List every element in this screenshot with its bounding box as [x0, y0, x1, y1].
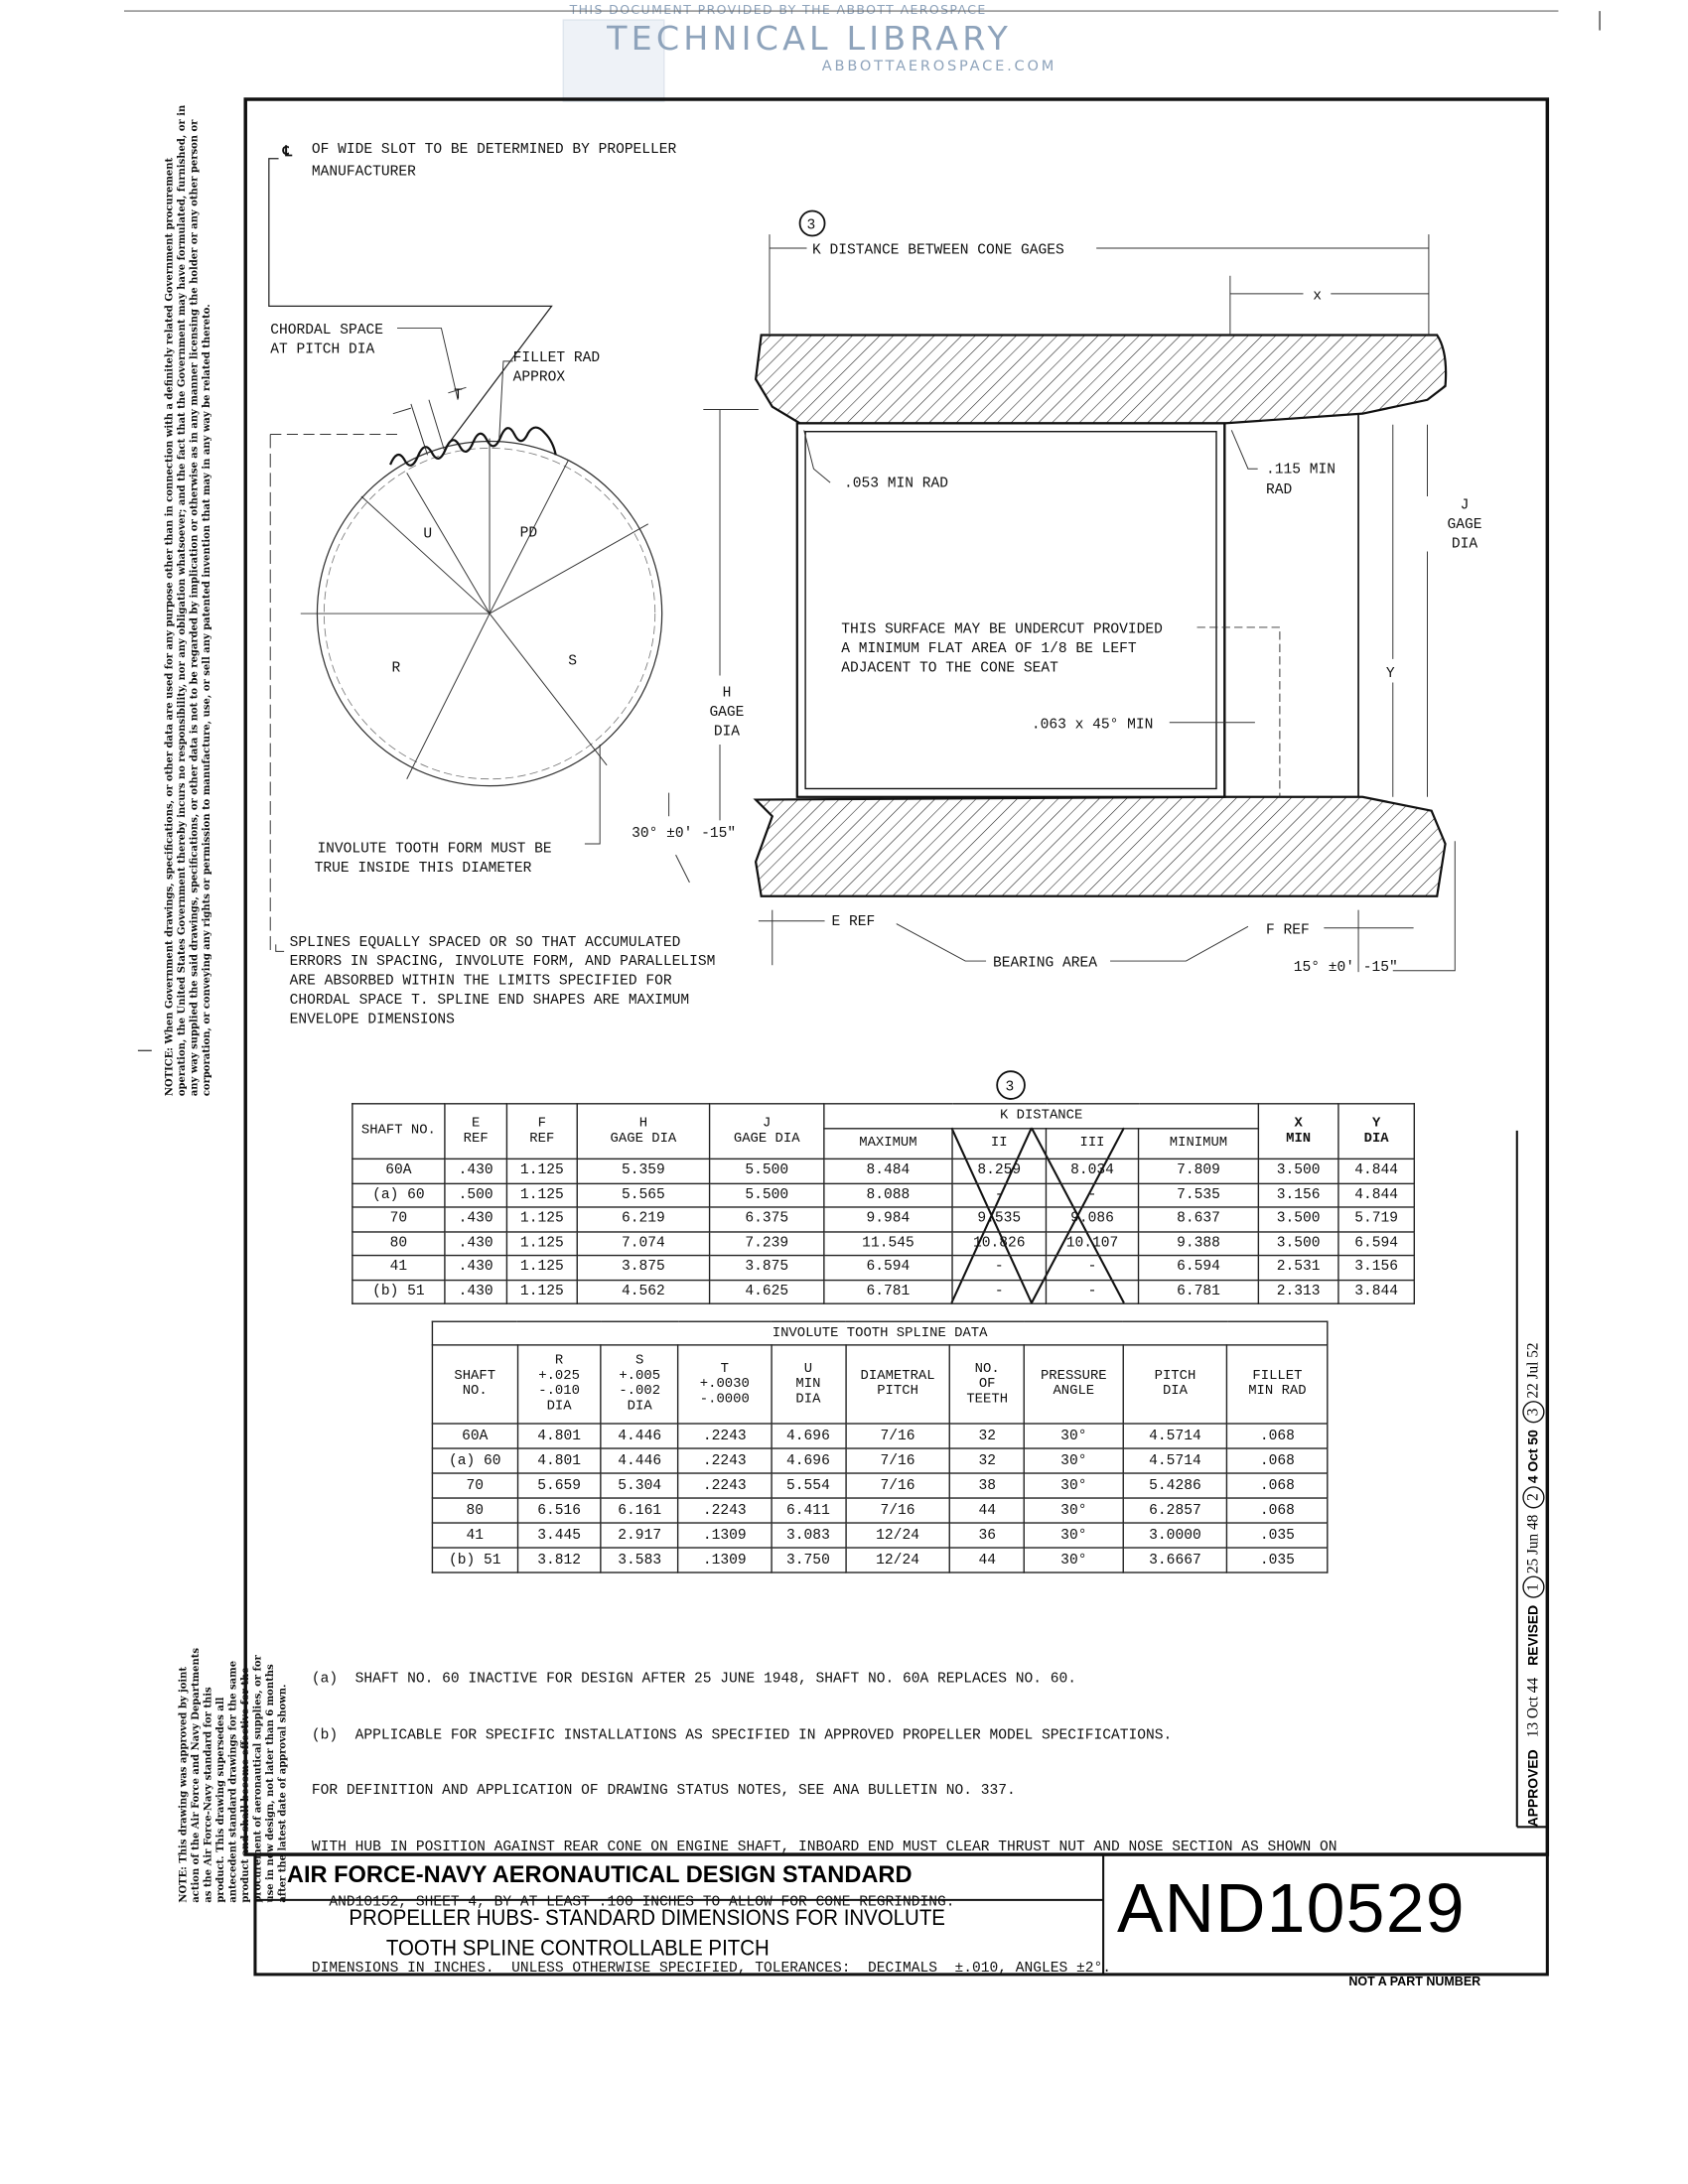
table-cell: 30°: [1025, 1473, 1123, 1498]
table-cell: 2.917: [601, 1523, 678, 1548]
table-cell: 60A: [432, 1424, 517, 1448]
table-cell: -: [952, 1256, 1046, 1280]
table-cell: 60A: [352, 1159, 445, 1182]
table-cell: .500: [445, 1183, 507, 1207]
h-label: H: [722, 685, 732, 702]
table-cell: 1.125: [506, 1183, 577, 1207]
table-cell: 3.750: [771, 1548, 845, 1572]
table-cell: 6.161: [601, 1498, 678, 1523]
table-cell: 7/16: [845, 1473, 949, 1498]
table-cell: 1.125: [506, 1280, 577, 1303]
table-cell: 5.4286: [1123, 1473, 1227, 1498]
table-cell: 7.809: [1139, 1159, 1259, 1182]
table-cell: 3.812: [517, 1548, 601, 1572]
col-x-min: X MIN: [1258, 1104, 1338, 1160]
table-cell: 3.0000: [1123, 1523, 1227, 1548]
table-cell: 5.565: [577, 1183, 709, 1207]
splines-note-2: ERRORS IN SPACING, INVOLUTE FORM, AND PARALLELISM: [289, 954, 716, 971]
spline-col-header: U MIN DIA: [771, 1345, 845, 1424]
note-hub-position-cont: AND10152, SHEET 4, BY AT LEAST .100 INCHES TO ALLOW FOR CONE REGRINDING.: [311, 1894, 955, 1912]
table-cell: 5.500: [710, 1183, 824, 1207]
fillet-rad-label: FILLET RAD: [512, 349, 601, 366]
e-ref-label: E REF: [831, 913, 876, 930]
table-cell: 11.545: [824, 1231, 952, 1255]
table-cell: 9.086: [1046, 1207, 1138, 1231]
chordal-space-label2: AT PITCH DIA: [270, 341, 375, 358]
table-cell: 70: [352, 1207, 445, 1231]
surface-note-2: A MINIMUM FLAT AREA OF 1/8 BE LEFT: [841, 640, 1137, 657]
rad-115-label: .115 MIN: [1266, 462, 1336, 478]
table-cell: 3.6667: [1123, 1548, 1227, 1572]
spline-row: [432, 1424, 1327, 1448]
table-cell: 30°: [1025, 1498, 1123, 1523]
table-cell: .2243: [678, 1498, 771, 1523]
col-k-iii: III: [1046, 1129, 1138, 1160]
table-cell: 4.562: [577, 1280, 709, 1303]
revision-3-mark: 3: [1522, 1401, 1544, 1423]
t-label: T: [453, 387, 463, 404]
approved-label: APPROVED: [1526, 1749, 1542, 1828]
j-label: J: [1460, 497, 1470, 514]
bearing-area-label: BEARING AREA: [993, 955, 1097, 972]
table-cell: 8.259: [952, 1159, 1046, 1182]
approval-note: NOTE: This drawing was approved by joint action of the Air Force and Navy Departments as the Air Force-Navy standard for this product. This drawing supersedes all antecedent standard drawings for the same product and shall become effective for the procurement of aeronautical supplies, or for use in new design, not later than 6 months after the latest date of approval shown.: [176, 1647, 289, 1903]
pd-label: PD: [519, 525, 538, 542]
table-cell: -: [1046, 1256, 1138, 1280]
angle-left-label: 30° ±0' -15": [632, 826, 737, 843]
col-f-ref: F REF: [506, 1104, 577, 1160]
table-cell: (a) 60: [432, 1448, 517, 1473]
table-cell: 8.088: [824, 1183, 952, 1207]
note-b: (b) APPLICABLE FOR SPECIFIC INSTALLATIONS AS SPECIFIED IN APPROVED PROPELLER MODEL SPECIFICATIONS.: [311, 1726, 1173, 1744]
splines-note-4: CHORDAL SPACE T. SPLINE END SHAPES ARE MAXIMUM: [289, 993, 690, 1010]
table-cell: 30°: [1025, 1448, 1123, 1473]
table-cell: 4.801: [517, 1448, 601, 1473]
table-cell: 6.375: [710, 1207, 824, 1231]
table-cell: 3.875: [577, 1256, 709, 1280]
table-cell: 5.304: [601, 1473, 678, 1498]
table-cell: 12/24: [845, 1523, 949, 1548]
watermark-line1: THIS DOCUMENT PROVIDED BY THE ABBOTT AEROSPACE: [569, 4, 987, 19]
table-cell: 6.594: [1139, 1256, 1259, 1280]
table-cell: 4.5714: [1123, 1448, 1227, 1473]
table-cell: .2243: [678, 1424, 771, 1448]
table-cell: (b) 51: [432, 1548, 517, 1572]
table-revision-mark: 3: [1005, 1079, 1015, 1096]
table-cell: 3.583: [601, 1548, 678, 1572]
table-cell: 2.313: [1258, 1280, 1338, 1303]
rad-115-label2: RAD: [1266, 482, 1293, 499]
spline-col-header: PITCH DIA: [1123, 1345, 1227, 1424]
spline-col-header: T +.0030 -.0000: [678, 1345, 771, 1424]
table-cell: 3.083: [771, 1523, 845, 1548]
table-cell: 3.156: [1338, 1256, 1414, 1280]
involute-note-line1: INVOLUTE TOOTH FORM MUST BE: [317, 841, 552, 858]
table-cell: .068: [1227, 1424, 1328, 1448]
spline-col-header: R +.025 -.010 DIA: [517, 1345, 601, 1424]
table-cell: .430: [445, 1256, 507, 1280]
table-cell: 7.535: [1139, 1183, 1259, 1207]
table-cell: .068: [1227, 1448, 1328, 1473]
table-cell: 4.446: [601, 1424, 678, 1448]
angle-right-label: 15° ±0' -15": [1293, 959, 1398, 976]
table-cell: 9.388: [1139, 1231, 1259, 1255]
spline-col-header: FILLET MIN RAD: [1227, 1345, 1328, 1424]
table-cell: 41: [352, 1256, 445, 1280]
table-cell: 44: [950, 1498, 1025, 1523]
table-cell: 32: [950, 1448, 1025, 1473]
table-cell: 1.125: [506, 1207, 577, 1231]
table-cell: .035: [1227, 1548, 1328, 1572]
spline-row: [432, 1523, 1327, 1548]
table-cell: 30°: [1025, 1548, 1123, 1572]
table-cell: .430: [445, 1159, 507, 1182]
slot-note-line2: MANUFACTURER: [311, 164, 416, 181]
table-cell: 10.107: [1046, 1231, 1138, 1255]
table-cell: 5.554: [771, 1473, 845, 1498]
k-distance-table: [352, 1103, 1415, 1304]
table-cell: 6.594: [824, 1256, 952, 1280]
table-cell: 3.445: [517, 1523, 601, 1548]
table-cell: 1.125: [506, 1231, 577, 1255]
spline-col-header: PRESSURE ANGLE: [1025, 1345, 1123, 1424]
hub-bottom-wall: [756, 797, 1445, 896]
table-cell: 3.500: [1258, 1159, 1338, 1182]
table-cell: 4.5714: [1123, 1424, 1227, 1448]
surface-note-3: ADJACENT TO THE CONE SEAT: [841, 660, 1058, 677]
revision-1-mark: 1: [1522, 1576, 1544, 1598]
table-cell: -: [1046, 1183, 1138, 1207]
table-cell: 6.781: [824, 1280, 952, 1303]
col-e-ref: E REF: [445, 1104, 507, 1160]
table-cell: .430: [445, 1231, 507, 1255]
table-cell: 8.034: [1046, 1159, 1138, 1182]
table-cell: 4.844: [1338, 1159, 1414, 1182]
hub-top-wall: [756, 336, 1446, 424]
table-cell: 10.826: [952, 1231, 1046, 1255]
j-gage-label: GAGE: [1447, 516, 1482, 533]
spline-row: [432, 1498, 1327, 1523]
table-cell: 8.484: [824, 1159, 952, 1182]
fillet-rad-label2: APPROX: [512, 369, 566, 386]
standard-heading: AIR FORCE-NAVY AERONAUTICAL DESIGN STANDARD: [286, 1861, 913, 1888]
government-notice: NOTICE: When Government drawings, specifications, or other data are used for any purpose other than in connection with a definitely related Government procurement operation, the United States Government thereby incurs no responsibility, nor any obligation whatsoever; and the fact that the Government may have formulated, furnished, or in any way supplied the said drawings, specifications, or other data is not to be regarded by implication or otherwise as in any manner licensing the holder or any other person or corporation, or conveying any rights or permission to manufacture, use, or sell any patented invention that may in any way be related thereto.: [162, 104, 212, 1097]
table-cell: 3.156: [1258, 1183, 1338, 1207]
spline-row: [432, 1548, 1327, 1572]
table-cell: 4.446: [601, 1448, 678, 1473]
table-cell: .068: [1227, 1498, 1328, 1523]
revision-history: [1522, 1342, 1544, 1827]
splines-note-1: SPLINES EQUALLY SPACED OR SO THAT ACCUMULATED: [289, 934, 681, 951]
table-cell: 9.984: [824, 1207, 952, 1231]
k-distance-row: [352, 1207, 1414, 1231]
table-cell: 38: [950, 1473, 1025, 1498]
revised-label: REVISED: [1526, 1604, 1542, 1666]
watermark-line2: TECHNICAL LIBRARY: [607, 19, 1012, 59]
table-cell: 7.074: [577, 1231, 709, 1255]
spline-col-header: SHAFT NO.: [432, 1345, 517, 1424]
table-cell: 3.500: [1258, 1207, 1338, 1231]
involute-note-line2: TRUE INSIDE THIS DIAMETER: [314, 860, 532, 877]
k-distance-row: [352, 1159, 1414, 1182]
table-cell: 80: [432, 1498, 517, 1523]
table-cell: .035: [1227, 1523, 1328, 1548]
h-dia-label: DIA: [713, 724, 741, 741]
u-label: U: [423, 526, 433, 543]
table-cell: 1.125: [506, 1159, 577, 1182]
k-distance-row: [352, 1183, 1414, 1207]
revision-2-date: 4 Oct 50: [1526, 1430, 1542, 1484]
table-cell: 5.359: [577, 1159, 709, 1182]
table-cell: -: [952, 1280, 1046, 1303]
f-ref-label: F REF: [1266, 922, 1310, 939]
table-cell: 4.625: [710, 1280, 824, 1303]
r-label: R: [391, 660, 401, 677]
drawing-title-line1: PROPELLER HUBS- STANDARD DIMENSIONS FOR INVOLUTE: [349, 1906, 945, 1931]
revision-2-mark: 2: [1522, 1486, 1544, 1508]
table-cell: 4.844: [1338, 1183, 1414, 1207]
watermark-line3: ABBOTTAEROSPACE.COM: [821, 58, 1057, 75]
table-cell: 41: [432, 1523, 517, 1548]
table-cell: .1309: [678, 1548, 771, 1572]
centerline-symbol: ℄: [282, 144, 293, 161]
h-gage-label: GAGE: [709, 704, 745, 721]
table-cell: 3.500: [1258, 1231, 1338, 1255]
spline-row: [432, 1473, 1327, 1498]
col-k-minimum: MINIMUM: [1139, 1129, 1259, 1160]
table-cell: 12/24: [845, 1548, 949, 1572]
table-cell: 3.844: [1338, 1280, 1414, 1303]
table-cell: 5.719: [1338, 1207, 1414, 1231]
table-cell: 4.696: [771, 1424, 845, 1448]
splines-note-3: ARE ABSORBED WITHIN THE LIMITS SPECIFIED FOR: [289, 973, 672, 990]
table-cell: .2243: [678, 1448, 771, 1473]
note-a: (a) SHAFT NO. 60 INACTIVE FOR DESIGN AFTER 25 JUNE 1948, SHAFT NO. 60A REPLACES NO. 60.: [311, 1671, 1077, 1689]
k-distance-row: [352, 1256, 1414, 1280]
table-cell: 70: [432, 1473, 517, 1498]
table-cell: 9.535: [952, 1207, 1046, 1231]
revision-mark: 3: [806, 217, 816, 234]
not-a-part-number: NOT A PART NUMBER: [1348, 1974, 1481, 1988]
approved-date: 13 Oct 44: [1525, 1677, 1542, 1738]
y-label: Y: [1385, 665, 1395, 682]
s-label: S: [568, 653, 577, 670]
table-cell: 6.594: [1338, 1231, 1414, 1255]
table-cell: 4.801: [517, 1424, 601, 1448]
table-cell: 8.637: [1139, 1207, 1259, 1231]
table-cell: .430: [445, 1280, 507, 1303]
chordal-space-label: CHORDAL SPACE: [270, 323, 383, 340]
spline-row: [432, 1448, 1327, 1473]
table-cell: .2243: [678, 1473, 771, 1498]
note-status: FOR DEFINITION AND APPLICATION OF DRAWING STATUS NOTES, SEE ANA BULLETIN NO. 337.: [311, 1782, 1016, 1800]
table-cell: 80: [352, 1231, 445, 1255]
spline-col-header: S +.005 -.002 DIA: [601, 1345, 678, 1424]
j-dia-label: DIA: [1451, 536, 1478, 553]
col-shaft-no: SHAFT NO.: [352, 1104, 445, 1160]
table-cell: 6.2857: [1123, 1498, 1227, 1523]
table-cell: (a) 60: [352, 1183, 445, 1207]
table-cell: 30°: [1025, 1424, 1123, 1448]
part-number: AND10529: [1117, 1869, 1466, 1948]
surface-note-1: THIS SURFACE MAY BE UNDERCUT PROVIDED: [841, 621, 1163, 638]
col-h-gage-dia: H GAGE DIA: [577, 1104, 709, 1160]
note-tolerances: DIMENSIONS IN INCHES. UNLESS OTHERWISE SPECIFIED, TOLERANCES: DECIMALS ±.010, ANGLES ±2°.: [311, 1960, 1112, 1977]
table-cell: 6.411: [771, 1498, 845, 1523]
table-cell: 44: [950, 1548, 1025, 1572]
table-cell: -: [1046, 1280, 1138, 1303]
table-cell: (b) 51: [352, 1280, 445, 1303]
table-cell: 7/16: [845, 1448, 949, 1473]
col-k-ii: II: [952, 1129, 1046, 1160]
table-cell: 5.659: [517, 1473, 601, 1498]
table-cell: .1309: [678, 1523, 771, 1548]
table-cell: 36: [950, 1523, 1025, 1548]
table-cell: 32: [950, 1424, 1025, 1448]
table-cell: 2.531: [1258, 1256, 1338, 1280]
drawing-title-line2: TOOTH SPLINE CONTROLLABLE PITCH: [385, 1937, 770, 1962]
table-cell: 4.696: [771, 1448, 845, 1473]
table-cell: 3.875: [710, 1256, 824, 1280]
col-j-gage-dia: J GAGE DIA: [710, 1104, 824, 1160]
table-cell: 6.781: [1139, 1280, 1259, 1303]
x-dimension-label: x: [1313, 288, 1322, 305]
spline-col-header: DIAMETRAL PITCH: [845, 1345, 949, 1424]
rad-053-label: .053 MIN RAD: [844, 476, 948, 492]
col-group-k-distance: K DISTANCE: [824, 1104, 1259, 1129]
table-cell: -: [952, 1183, 1046, 1207]
slot-note-line1: OF WIDE SLOT TO BE DETERMINED BY PROPELLER: [311, 142, 677, 159]
table-cell: 30°: [1025, 1523, 1123, 1548]
table-cell: 7/16: [845, 1424, 949, 1448]
table-cell: .430: [445, 1207, 507, 1231]
involute-spline-table: [432, 1321, 1329, 1573]
splines-note-5: ENVELOPE DIMENSIONS: [289, 1012, 455, 1028]
table-cell: 7/16: [845, 1498, 949, 1523]
table-cell: 1.125: [506, 1256, 577, 1280]
note-hub-position: WITH HUB IN POSITION AGAINST REAR CONE ON ENGINE SHAFT, INBOARD END MUST CLEAR THRUST NUT AND NOSE SECTION AS SHOWN ON: [311, 1839, 1337, 1855]
table-cell: 5.500: [710, 1159, 824, 1182]
table-cell: 6.219: [577, 1207, 709, 1231]
revision-3-date: 22 Jul 52: [1525, 1342, 1542, 1399]
col-y-dia: Y DIA: [1338, 1104, 1414, 1160]
table-cell: 7.239: [710, 1231, 824, 1255]
col-k-maximum: MAXIMUM: [824, 1129, 952, 1160]
revision-1-date: 25 Jun 48: [1525, 1514, 1542, 1574]
chamfer-label: .063 x 45° MIN: [1031, 717, 1154, 734]
spline-table-title: INVOLUTE TOOTH SPLINE DATA: [432, 1321, 1327, 1345]
k-distance-row: [352, 1231, 1414, 1255]
k-distance-row: [352, 1280, 1414, 1303]
table-cell: 6.516: [517, 1498, 601, 1523]
table-cell: .068: [1227, 1473, 1328, 1498]
spline-col-header: NO. OF TEETH: [950, 1345, 1025, 1424]
k-distance-label: K DISTANCE BETWEEN CONE GAGES: [812, 242, 1064, 259]
